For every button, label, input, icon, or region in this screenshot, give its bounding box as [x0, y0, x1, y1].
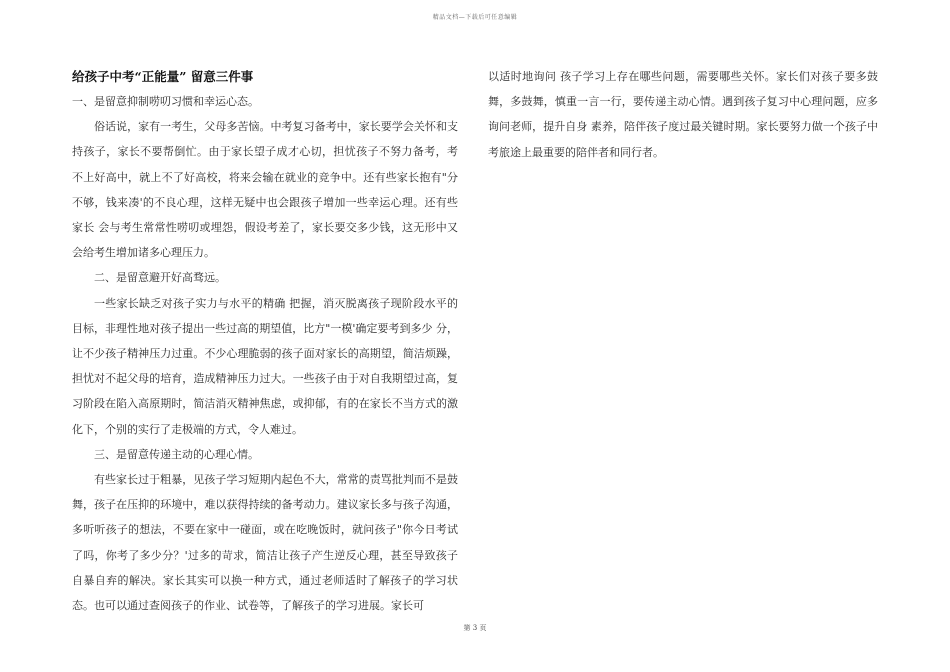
body-paragraph-3-continued: 以适时地询问 孩子学习上存在哪些问题，需要哪些关怀。家长们对孩子要多鼓舞，多鼓舞，慎重一言一行，要传递主动心情。遇到孩子复习中心理问题，应多询问老师，提升自身 素养，陪伴孩子度过最关键时期。家长要努力做一个孩子中考旅途上最重要的陪伴者和同行者。 — [488, 70, 878, 159]
section-heading-3: 三、是留意传递主动的心理心情。 — [94, 447, 259, 461]
body-paragraph-2: 一些家长缺乏对孩子实力与水平的精确 把握，消灭脱离孩子现阶段水平的目标，非理性地对孩子提出一些过高的期望值，比方"一模'确定要考到多少 分，让不少孩子精神压力过重。不少心理脆弱的孩子面对家长的高期望，简洁烦躁，担忧对不起父母的培育，造成精神压力过大。一些孩子由于对自我期望过高，复 习阶段在陷入高原期时，简洁消灭精神焦虑，或抑郁，有的在家长不当方式的激化下，个别的实行了走极端的方式，令人难过。 — [72, 296, 458, 436]
body-paragraph-3: 有些家长过于粗暴，见孩子学习短期内起色不大，常常的责骂批判而不是鼓舞，孩子在压抑的环境中，难以获得持续的备考动力。建议家长多与孩子沟通，多听听孩子的想法，不要在家中一碰面，或在吃晚饭时，就问孩子"你今日考试了吗，你考了多少分？'过多的苛求，简洁让孩子产生逆反心理，甚至导致孩子 自暴自弃的解决。家长其实可以换一种方式，通过老师适时了解孩子的学习状态。也可以通过查阅孩子的作业、试卷等，了解孩子的学习进展。家长可 — [72, 473, 458, 613]
page-number: 第 3 页 — [463, 624, 487, 632]
body-paragraph-1: 俗话说，家有一考生，父母多苦恼。中考复习备考中，家长要学会关怀和支持孩子，家长不要帮倒忙。由于家长望子成才心切，担忧孩子不努力备考，考 不上好高中，就上不了好高校，将来会输在就业的竞争中。还有些家长抱有"分不够，钱来凑'的不良心理，这样无疑中也会跟孩子增加一些幸运心理。还有些家长 会与考生常常性唠叨或埋怨，假设考差了，家长要交多少钱，这无形中又会给考生增加诸多心理压力。 — [72, 120, 458, 260]
document-header-note: 精品文档—下载后可任意编辑 — [432, 14, 518, 21]
left-column — [72, 64, 458, 618]
article-title: 给孩子中考“正能量” 留意三件事 — [72, 69, 254, 84]
section-heading-2: 二、是留意避开好高骛远。 — [94, 271, 226, 285]
section-heading-1: 一、是留意抑制唠叨习惯和幸运心态。 — [72, 95, 259, 108]
right-column — [488, 64, 878, 165]
